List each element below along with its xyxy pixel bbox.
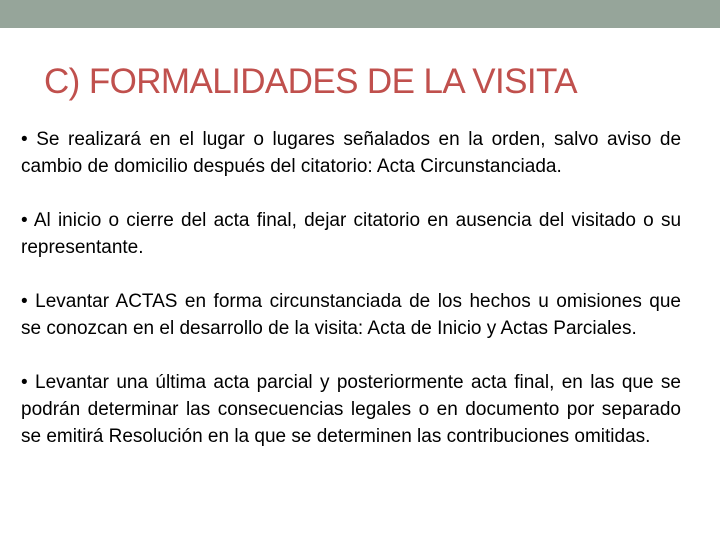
bullet-list [21, 126, 681, 450]
top-accent-bar [0, 0, 720, 28]
bullet-text: Al inicio o cierre del acta final, dejar citatorio en ausencia del visitado o su representante. [21, 210, 682, 258]
bullet-symbol: • [21, 372, 28, 393]
bullet-symbol: • [21, 210, 28, 231]
slide-title: C) FORMALIDADES DE LA VISITA [44, 62, 577, 101]
bullet-text: Levantar ACTAS en forma circunstanciada de los hechos u omisiones que se conozcan en el desarrollo de la visita: Acta de Inicio y Actas Parciales. [21, 291, 681, 339]
bullet-symbol: • [21, 291, 28, 312]
bullet-text: Se realizará en el lugar o lugares señalados en la orden, salvo aviso de cambio de domicilio después del citatorio: Acta Circunstanciada. [21, 129, 682, 177]
bullet-item [21, 288, 681, 342]
bullet-item [21, 207, 681, 261]
bullet-text: Levantar una última acta parcial y posteriormente acta final, en las que se podrán determinar las consecuencias legales o en documento por separado se emitirá Resolución en la que se determinen las contribuciones omitidas. [21, 372, 681, 447]
bullet-item [21, 369, 681, 450]
bullet-item [21, 126, 681, 180]
bullet-symbol: • [21, 129, 28, 150]
